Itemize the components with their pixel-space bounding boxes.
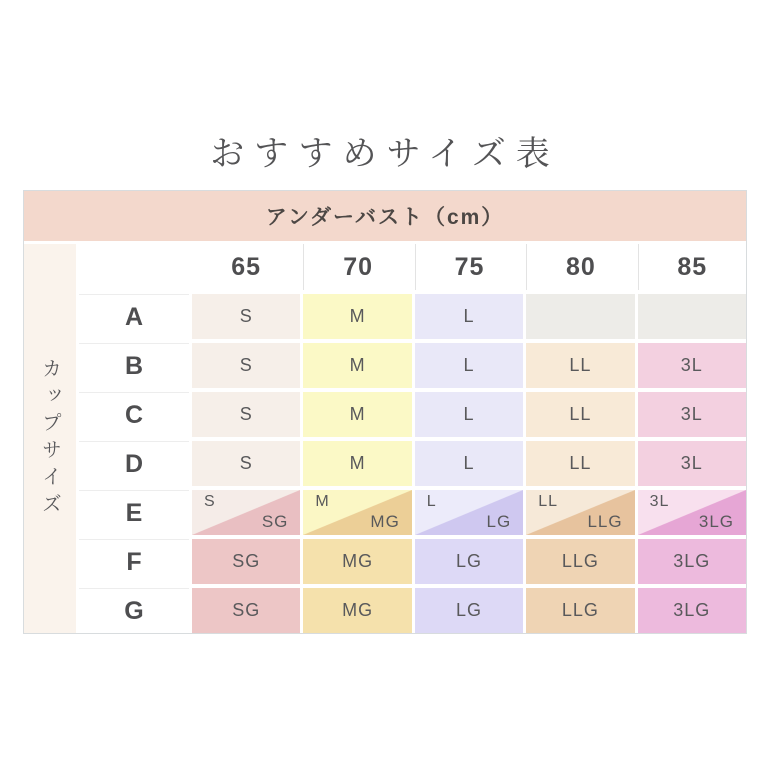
column-header-80: 80: [526, 244, 634, 290]
size-value: M: [349, 306, 366, 326]
page-title: おすすめサイズ表: [210, 135, 560, 173]
size-value: L: [463, 404, 475, 424]
column-header-75: 75: [415, 244, 523, 290]
size-cell: [192, 392, 300, 437]
row-label-b: B: [79, 343, 189, 388]
size-value: SG: [232, 551, 261, 571]
size-value: LG: [455, 600, 482, 620]
size-cell: [303, 392, 411, 437]
size-value: 3L: [680, 355, 703, 375]
column-header-70: 70: [303, 244, 411, 290]
size-value: S: [239, 355, 253, 375]
size-value-top: S: [204, 493, 216, 510]
row-label-a: A: [79, 294, 189, 339]
size-cell: [303, 539, 411, 584]
size-cell-split: [638, 490, 746, 535]
size-value: S: [239, 306, 253, 326]
size-value-top: L: [426, 493, 437, 510]
cup-size-column: [24, 244, 76, 633]
size-value: MG: [342, 600, 374, 620]
size-cell-empty: [526, 294, 634, 339]
underbust-header-label: アンダーバスト（cm）: [265, 206, 505, 229]
size-value: LLG: [561, 551, 599, 571]
size-value: LL: [569, 355, 592, 375]
size-cell: [415, 343, 523, 388]
size-cell: [303, 441, 411, 486]
size-table: [23, 190, 747, 634]
size-value: 3LG: [673, 600, 711, 620]
size-cell-split: [303, 490, 411, 535]
size-cell-split: [192, 490, 300, 535]
column-header-65: 65: [192, 244, 300, 290]
size-cell: [415, 539, 523, 584]
size-cell: [638, 343, 746, 388]
size-cell: [526, 343, 634, 388]
size-value-bottom: LLG: [587, 512, 623, 531]
size-value-top: LL: [538, 493, 558, 510]
size-value: SG: [232, 600, 261, 620]
size-cell: [526, 392, 634, 437]
size-cell: [415, 392, 523, 437]
size-value: LG: [455, 551, 482, 571]
size-value: 3LG: [673, 551, 711, 571]
column-header-85: 85: [638, 244, 746, 290]
size-cell: [192, 343, 300, 388]
row-label-f: F: [79, 539, 189, 584]
size-cell: [303, 588, 411, 633]
size-cell-split: [526, 490, 634, 535]
size-value: M: [349, 355, 366, 375]
size-value: L: [463, 453, 475, 473]
row-label-e: E: [79, 490, 189, 535]
size-cell: [638, 392, 746, 437]
size-value: LLG: [561, 600, 599, 620]
size-cell: [192, 588, 300, 633]
size-cell: [415, 588, 523, 633]
size-cell: [526, 441, 634, 486]
size-value: L: [463, 306, 475, 326]
row-label-g: G: [79, 588, 189, 633]
size-cell: [303, 343, 411, 388]
cup-size-label: カップサイズ: [38, 357, 61, 520]
size-value: M: [349, 453, 366, 473]
size-cell: [526, 539, 634, 584]
size-cell: [415, 441, 523, 486]
row-label-c: C: [79, 392, 189, 437]
size-cell: [303, 294, 411, 339]
size-value: S: [239, 404, 253, 424]
size-cell: [638, 539, 746, 584]
size-cell: [526, 588, 634, 633]
size-cell-empty: [638, 294, 746, 339]
size-cell: [638, 588, 746, 633]
size-grid: [24, 244, 746, 633]
underbust-header: [24, 191, 746, 241]
size-value: S: [239, 453, 253, 473]
size-value-top: 3L: [649, 493, 670, 510]
corner-cell: [79, 244, 189, 290]
size-value: MG: [342, 551, 374, 571]
size-cell: [192, 539, 300, 584]
size-cell: [415, 294, 523, 339]
size-value: 3L: [680, 453, 703, 473]
size-value-bottom: SG: [261, 512, 289, 531]
size-value: 3L: [680, 404, 703, 424]
size-value: M: [349, 404, 366, 424]
size-value: LL: [569, 453, 592, 473]
size-cell: [192, 441, 300, 486]
row-label-d: D: [79, 441, 189, 486]
size-value: L: [463, 355, 475, 375]
size-value-bottom: 3LG: [698, 512, 734, 531]
size-cell-split: [415, 490, 523, 535]
size-value: LL: [569, 404, 592, 424]
size-cell: [192, 294, 300, 339]
size-value-bottom: MG: [370, 512, 400, 531]
size-value-bottom: LG: [486, 512, 512, 531]
size-cell: [638, 441, 746, 486]
size-value-top: M: [315, 493, 330, 510]
